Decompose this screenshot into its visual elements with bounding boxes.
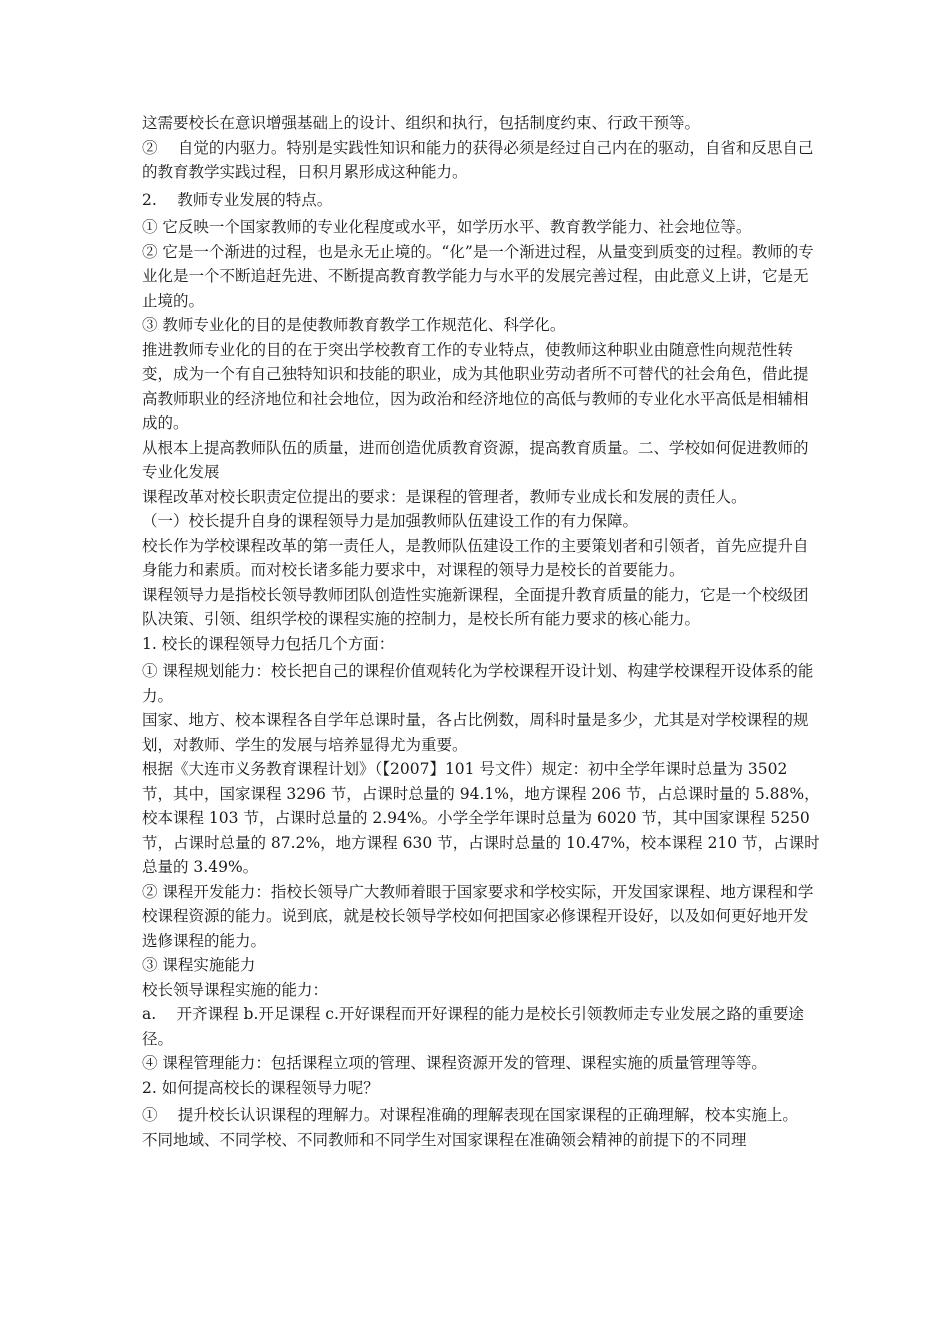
paragraph: 不同地域、不同学校、不同教师和不同学生对国家课程在准确领会精神的前提下的不同理 [142, 1130, 747, 1149]
paragraph: ② 自觉的内驱力。特别是实践性知识和能力的获得必须是经过自己内在的驱动，自省和反思自己的教育教学实践过程，日积月累形成这种能力。 [142, 138, 814, 181]
paragraph: ④ 课程管理能力：包括课程立项的管理、课程资源开发的管理、课程实施的质量管理等等。 [142, 1054, 767, 1072]
paragraph: 课程改革对校长职责定位提出的要求：是课程的管理者，教师专业成长和发展的责任人。 [142, 487, 747, 506]
paragraph: 课程领导力是指校长领导教师团队创造性实施新课程，全面提升教育质量的能力，它是一个校级团队决策、引领、组织学校的课程实施的控制力，是校长所有能力要求的核心能力。 [142, 585, 809, 628]
paragraph: ① 提升校长认识课程的理解力。对课程准确的理解表现在国家课程的正确理解，校本实施上。 [142, 1106, 798, 1124]
paragraph: 根据《大连市义务教育课程计划》（【2007】101 号文件）规定：初中全学年课时总量为 3502 节，其中，国家课程 3296 节，占课时总量的 94.1%，地方课程 206 节，占总课时量的 5.88%，校本课程 103 节，占课时总量的 2.94%。小学全学年课时总量为 6020 节，其中国家课程 5250 节，占课时总量的 87.2%，地方课程 630 节，占课时总量的 10.47%，校本课程 210 节，占课时总量的 3.49%。 [142, 760, 820, 876]
paragraph: ③ 教师专业化的目的是使教师教育教学工作规范化、科学化。 [142, 316, 566, 334]
paragraph: 校长作为学校课程改革的第一责任人，是教师队伍建设工作的主要策划者和引领者，首先应提升自身能力和素质。而对校长诸多能力要求中，对课程的领导力是校长的首要能力。 [142, 536, 809, 579]
paragraph: 从根本上提高教师队伍的质量，进而创造优质教育资源，提高教育质量。二、学校如何促进教师的专业化发展 [142, 438, 809, 481]
paragraph: 校长领导课程实施的能力： [142, 980, 329, 999]
section-heading: 1. 校长的课程领导力包括几个方面： [142, 634, 395, 653]
document-body [142, 111, 822, 1152]
paragraph: ② 课程开发能力：指校长领导广大教师着眼于国家要求和学校实际，开发国家课程、地方课程和学校课程资源的能力。说到底，就是校长领导学校如何把国家必修课程开设好，以及如何更好地开发选修课程的能力。 [142, 882, 814, 950]
paragraph: 这需要校长在意识增强基础上的设计、组织和执行，包括制度约束、行政干预等。 [142, 114, 701, 132]
section-heading: （一）校长提升自身的课程领导力是加强教师队伍建设工作的有力保障。 [142, 512, 639, 530]
paragraph: ③ 课程实施能力 [142, 956, 256, 974]
paragraph: a. 开齐课程 b.开足课程 c.开好课程而开好课程的能力是校长引领教师走专业发展之路的重要途径。 [142, 1005, 804, 1048]
paragraph: ② 它是一个渐进的过程，也是永无止境的。“化”是一个渐进过程，从量变到质变的过程。教师的专业化是一个不断追赶先进、不断提高教育教学能力与水平的发展完善过程，由此意义上讲，它是无止境的。 [142, 242, 814, 310]
section-heading: 2. 教师专业发展的特点。 [142, 190, 333, 209]
paragraph: 推进教师专业化的目的在于突出学校教育工作的专业特点，使教师这种职业由随意性向规范性转变，成为一个有自己独特知识和技能的职业，成为其他职业劳动者所不可替代的社会角色，借此提高教师职业的经济地位和社会地位，因为政治和经济地位的高低与教师的专业化水平高低是相辅相成的。 [142, 340, 809, 432]
paragraph: ① 课程规划能力：校长把自己的课程价值观转化为学校课程开设计划、构建学校课程开设体系的能力。 [142, 662, 814, 705]
section-heading: 2. 如何提高校长的课程领导力呢？ [142, 1078, 379, 1097]
paragraph: ① 它反映一个国家教师的专业化程度或水平，如学历水平、教育教学能力、社会地位等。 [142, 218, 752, 236]
paragraph: 国家、地方、校本课程各自学年总课时量，各占比例数，周科时量是多少，尤其是对学校课程的规划，对教师、学生的发展与培养显得尤为重要。 [142, 711, 809, 754]
